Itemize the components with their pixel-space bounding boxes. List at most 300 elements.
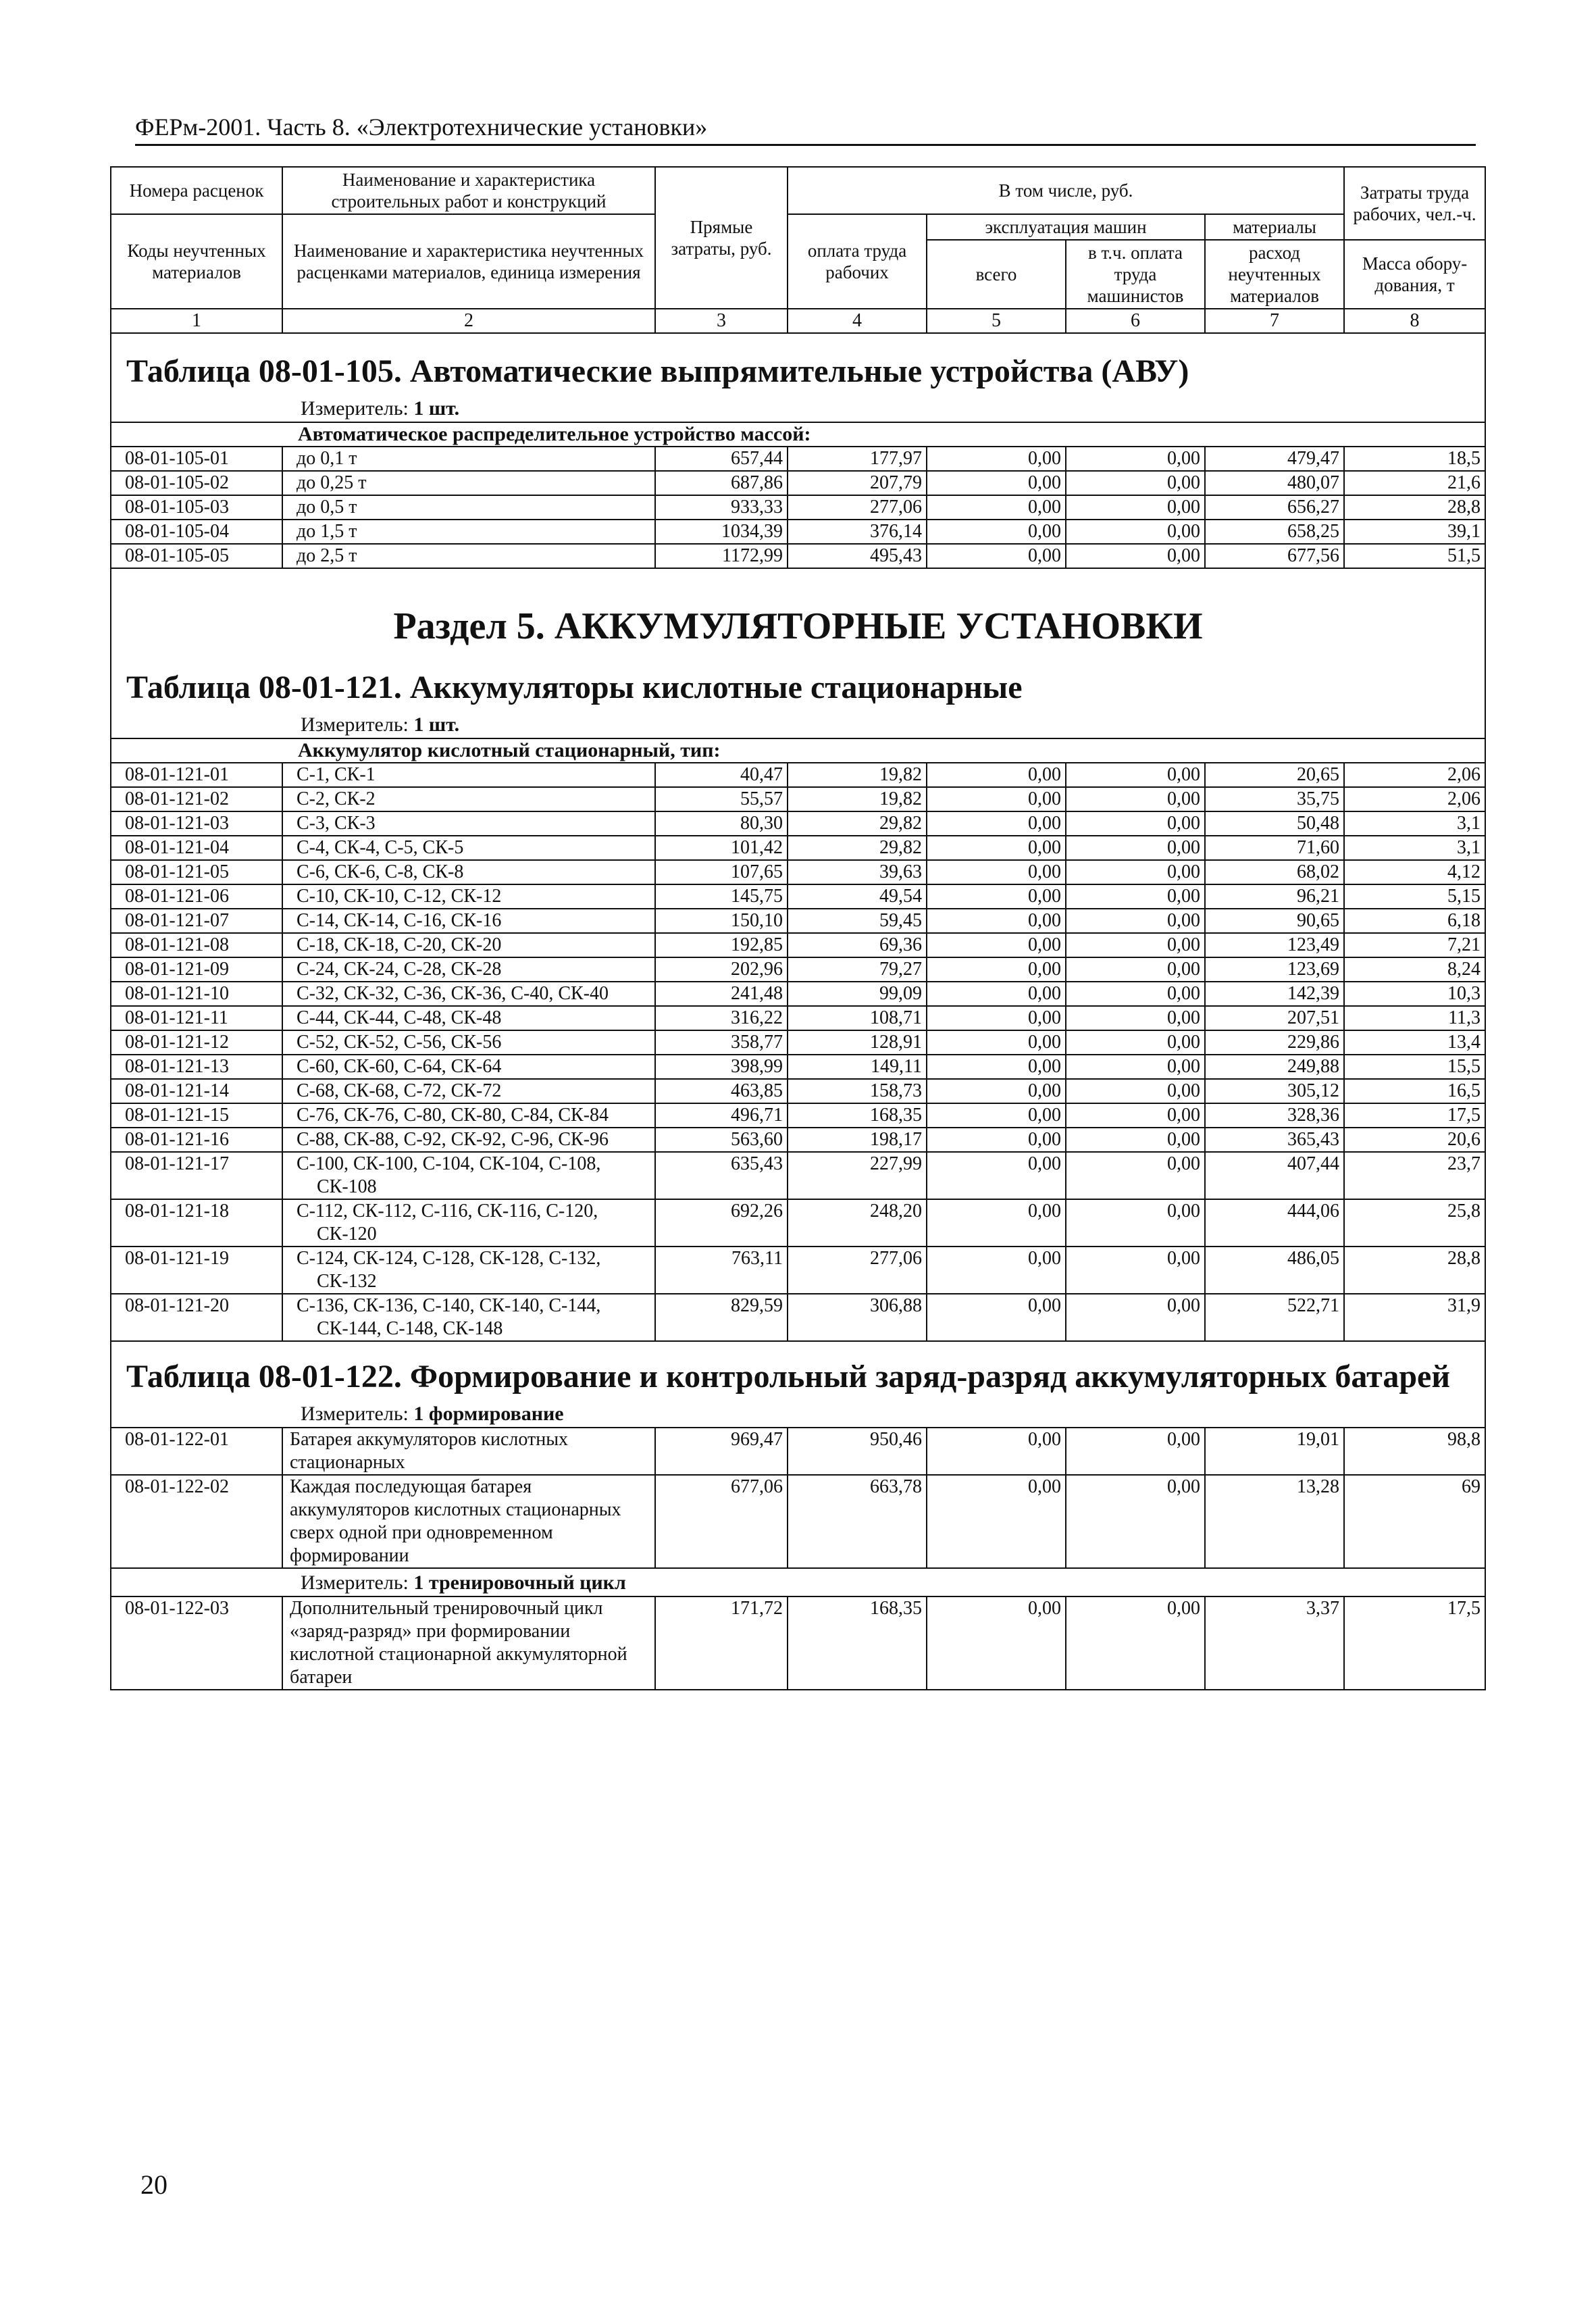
machinists-pay-value: 0,00 [1066,1103,1205,1128]
machinists-pay-value: 0,00 [1066,1152,1205,1199]
materials-value: 13,28 [1205,1475,1344,1568]
direct-costs-value: 171,72 [655,1596,788,1690]
table-row [111,544,1485,568]
labor-pay-value: 198,17 [788,1128,927,1152]
table-121-meter-row [111,711,1485,738]
rate-code: 08-01-121-16 [111,1128,282,1152]
col-head-labor-pay: оплата труда рабочих [788,214,927,309]
machinists-pay-value: 0,00 [1066,811,1205,836]
materials-value: 20,65 [1205,763,1344,787]
rate-code: 08-01-105-02 [111,471,282,495]
machinists-pay-value: 0,00 [1066,447,1205,471]
labor-pay-value: 168,35 [788,1103,927,1128]
direct-costs-value: 677,06 [655,1475,788,1568]
direct-costs-value: 496,71 [655,1103,788,1128]
machinists-pay-value: 0,00 [1066,909,1205,933]
materials-value: 68,02 [1205,860,1344,884]
table-row [111,836,1485,860]
table-row [111,1103,1485,1128]
machines-total-value: 0,00 [927,982,1066,1006]
machines-total-value: 0,00 [927,1128,1066,1152]
machines-total-value: 0,00 [927,933,1066,957]
machinists-pay-value: 0,00 [1066,1079,1205,1103]
spacer-row [111,1341,1485,1358]
direct-costs-value: 192,85 [655,933,788,957]
labor-pay-value: 19,82 [788,763,927,787]
labor-hours-value: 7,21 [1344,933,1485,957]
rates-table [110,166,1486,1690]
rate-name: С-88, СК-88, С-92, СК-92, С-96, СК-96 [282,1128,655,1152]
rate-code: 08-01-121-02 [111,787,282,811]
machines-total-value: 0,00 [927,1428,1066,1475]
rate-name: до 1,5 т [282,520,655,544]
machines-total-value: 0,00 [927,1103,1066,1128]
labor-hours-value: 16,5 [1344,1079,1485,1103]
rate-name: С-124, СК-124, С-128, СК-128, С-132, СК-132 [282,1247,655,1294]
table-122-meter2-row [111,1568,1485,1596]
labor-hours-value: 2,06 [1344,787,1485,811]
materials-value: 658,25 [1205,520,1344,544]
materials-value: 305,12 [1205,1079,1344,1103]
table-row [111,982,1485,1006]
rate-code: 08-01-121-04 [111,836,282,860]
table-row [111,933,1485,957]
direct-costs-value: 55,57 [655,787,788,811]
materials-value: 522,71 [1205,1294,1344,1341]
machines-total-value: 0,00 [927,884,1066,909]
machinists-pay-value: 0,00 [1066,957,1205,982]
rate-code: 08-01-121-19 [111,1247,282,1294]
labor-hours-value: 13,4 [1344,1030,1485,1055]
machines-total-value: 0,00 [927,1596,1066,1690]
rate-name: С-1, СК-1 [282,763,655,787]
table-105-subheading-row [111,422,1485,447]
rate-name: Каждая последующая батарея аккумуляторов кислотных стационарных сверх одной при одновременном формировании [282,1475,655,1568]
rate-code: 08-01-121-06 [111,884,282,909]
machinists-pay-value: 0,00 [1066,884,1205,909]
machines-total-value: 0,00 [927,1079,1066,1103]
col-head-direct-costs: Прямые затраты, руб. [655,167,788,309]
meter-label: Измеритель: [301,713,409,736]
direct-costs-value: 150,10 [655,909,788,933]
rate-code: 08-01-105-03 [111,495,282,520]
materials-value: 90,65 [1205,909,1344,933]
col-number: 5 [927,309,1066,333]
meter-label: Измеритель: [301,1403,409,1425]
labor-pay-value: 69,36 [788,933,927,957]
col-head-mass: Масса обору-дования, т [1344,240,1485,309]
machinists-pay-value: 0,00 [1066,1596,1205,1690]
table-row [111,1055,1485,1079]
table-row [111,1152,1485,1199]
materials-value: 123,49 [1205,933,1344,957]
col-number: 7 [1205,309,1344,333]
materials-value: 19,01 [1205,1428,1344,1475]
labor-hours-value: 15,5 [1344,1055,1485,1079]
machines-total-value: 0,00 [927,787,1066,811]
materials-value: 677,56 [1205,544,1344,568]
machines-total-value: 0,00 [927,544,1066,568]
document-header: ФЕРм-2001. Часть 8. «Электротехнические установки» [135,111,1476,146]
meter-value: 1 шт. [413,397,460,420]
machinists-pay-value: 0,00 [1066,860,1205,884]
labor-pay-value: 99,09 [788,982,927,1006]
machinists-pay-value: 0,00 [1066,1128,1205,1152]
materials-value: 3,37 [1205,1596,1344,1690]
labor-pay-value: 29,82 [788,811,927,836]
materials-value: 479,47 [1205,447,1344,471]
labor-hours-value: 39,1 [1344,520,1485,544]
machines-total-value: 0,00 [927,1475,1066,1568]
table-121-title-row [111,669,1485,711]
direct-costs-value: 202,96 [655,957,788,982]
table-105-title: Таблица 08-01-105. Автоматические выпрямительные устройства (АВУ) [111,333,1485,395]
rate-name: Дополнительный тренировочный цикл «заряд-разряд» при формировании кислотной стационарной аккумуляторной батареи [282,1596,655,1690]
labor-hours-value: 17,5 [1344,1103,1485,1128]
meter-value: 1 формирование [413,1403,564,1425]
table-122-meter-row [111,1400,1485,1428]
table-row [111,763,1485,787]
table-105-subheading: Автоматическое распределительное устройство массой: [111,422,1485,447]
rate-name: до 0,5 т [282,495,655,520]
materials-value: 365,43 [1205,1128,1344,1152]
direct-costs-value: 969,47 [655,1428,788,1475]
labor-pay-value: 495,43 [788,544,927,568]
table-row [111,520,1485,544]
page-number: 20 [140,2169,168,2200]
labor-pay-value: 59,45 [788,909,927,933]
meter-value: 1 шт. [413,713,460,736]
col-number: 8 [1344,309,1485,333]
rate-name: С-4, СК-4, С-5, СК-5 [282,836,655,860]
materials-value: 407,44 [1205,1152,1344,1199]
table-row [111,1199,1485,1247]
labor-hours-value: 17,5 [1344,1596,1485,1690]
rate-name: С-100, СК-100, С-104, СК-104, С-108, СК-108 [282,1152,655,1199]
rate-name: С-32, СК-32, С-36, СК-36, С-40, СК-40 [282,982,655,1006]
labor-hours-value: 4,12 [1344,860,1485,884]
rate-name: до 2,5 т [282,544,655,568]
labor-pay-value: 177,97 [788,447,927,471]
direct-costs-value: 358,77 [655,1030,788,1055]
machinists-pay-value: 0,00 [1066,982,1205,1006]
labor-hours-value: 3,1 [1344,836,1485,860]
labor-pay-value: 29,82 [788,836,927,860]
rate-code: 08-01-121-09 [111,957,282,982]
meter-label: Измеритель: [301,397,409,420]
labor-hours-value: 28,8 [1344,495,1485,520]
labor-hours-value: 6,18 [1344,909,1485,933]
table-row [111,1030,1485,1055]
table-row [111,495,1485,520]
direct-costs-value: 563,60 [655,1128,788,1152]
rate-code: 08-01-121-11 [111,1006,282,1030]
machinists-pay-value: 0,00 [1066,520,1205,544]
machines-total-value: 0,00 [927,957,1066,982]
section-5-title: Раздел 5. АККУМУЛЯТОРНЫЕ УСТАНОВКИ [111,568,1485,669]
labor-hours-value: 18,5 [1344,447,1485,471]
labor-hours-value: 23,7 [1344,1152,1485,1199]
materials-value: 35,75 [1205,787,1344,811]
labor-pay-value: 108,71 [788,1006,927,1030]
labor-pay-value: 149,11 [788,1055,927,1079]
labor-pay-value: 248,20 [788,1199,927,1247]
col-head-total: всего [927,240,1066,309]
machinists-pay-value: 0,00 [1066,763,1205,787]
table-row [111,471,1485,495]
labor-pay-value: 207,79 [788,471,927,495]
table-row [111,1596,1485,1690]
direct-costs-value: 1172,99 [655,544,788,568]
machines-total-value: 0,00 [927,1006,1066,1030]
machinists-pay-value: 0,00 [1066,1475,1205,1568]
machinists-pay-value: 0,00 [1066,1030,1205,1055]
machines-total-value: 0,00 [927,520,1066,544]
table-row [111,1428,1485,1475]
labor-hours-value: 31,9 [1344,1294,1485,1341]
machinists-pay-value: 0,00 [1066,1006,1205,1030]
direct-costs-value: 316,22 [655,1006,788,1030]
labor-pay-value: 79,27 [788,957,927,982]
labor-pay-value: 950,46 [788,1428,927,1475]
machinists-pay-value: 0,00 [1066,1428,1205,1475]
table-row [111,787,1485,811]
table-row [111,1006,1485,1030]
direct-costs-value: 635,43 [655,1152,788,1199]
labor-hours-value: 11,3 [1344,1006,1485,1030]
labor-pay-value: 663,78 [788,1475,927,1568]
labor-hours-value: 10,3 [1344,982,1485,1006]
col-head-machines: эксплуатация машин [927,214,1205,240]
rate-name: С-18, СК-18, С-20, СК-20 [282,933,655,957]
rate-name: С-3, СК-3 [282,811,655,836]
machinists-pay-value: 0,00 [1066,787,1205,811]
table-122-meter [111,1400,1485,1428]
rate-code: 08-01-121-13 [111,1055,282,1079]
header-row-2 [111,214,1485,240]
col-number: 6 [1066,309,1205,333]
rate-name: С-112, СК-112, С-116, СК-116, С-120, СК-120 [282,1199,655,1247]
machinists-pay-value: 0,00 [1066,1294,1205,1341]
rate-code: 08-01-121-20 [111,1294,282,1341]
rate-name: С-14, СК-14, С-16, СК-16 [282,909,655,933]
meter-value: 1 тренировочный цикл [413,1571,626,1594]
rate-name: С-136, СК-136, С-140, СК-140, С-144, СК-144, С-148, СК-148 [282,1294,655,1341]
rate-name: С-44, СК-44, С-48, СК-48 [282,1006,655,1030]
direct-costs-value: 463,85 [655,1079,788,1103]
machinists-pay-value: 0,00 [1066,544,1205,568]
col-head-codes: Номера расценок [111,167,282,214]
col-head-material-codes: Коды неучтенных материалов [111,214,282,309]
direct-costs-value: 145,75 [655,884,788,909]
col-number: 4 [788,309,927,333]
labor-pay-value: 277,06 [788,1247,927,1294]
table-body [111,333,1485,1690]
rate-name: С-6, СК-6, С-8, СК-8 [282,860,655,884]
machinists-pay-value: 0,00 [1066,1055,1205,1079]
machinists-pay-value: 0,00 [1066,471,1205,495]
labor-hours-value: 69 [1344,1475,1485,1568]
labor-hours-value: 5,15 [1344,884,1485,909]
materials-value: 142,39 [1205,982,1344,1006]
table-row [111,1079,1485,1103]
machines-total-value: 0,00 [927,1247,1066,1294]
labor-hours-value: 20,6 [1344,1128,1485,1152]
materials-value: 229,86 [1205,1030,1344,1055]
machines-total-value: 0,00 [927,1294,1066,1341]
machines-total-value: 0,00 [927,909,1066,933]
materials-value: 50,48 [1205,811,1344,836]
direct-costs-value: 687,86 [655,471,788,495]
materials-value: 96,21 [1205,884,1344,909]
machines-total-value: 0,00 [927,763,1066,787]
machines-total-value: 0,00 [927,836,1066,860]
table-105-meter [111,395,1485,422]
rate-code: 08-01-122-02 [111,1475,282,1568]
rate-name: С-24, СК-24, С-28, СК-28 [282,957,655,982]
col-head-name: Наименование и характеристика строительных работ и конструкций [282,167,655,214]
rate-code: 08-01-121-10 [111,982,282,1006]
meter-label: Измеритель: [301,1571,409,1594]
labor-pay-value: 168,35 [788,1596,927,1690]
labor-pay-value: 158,73 [788,1079,927,1103]
labor-hours-value: 21,6 [1344,471,1485,495]
table-row [111,909,1485,933]
rate-name: С-52, СК-52, С-56, СК-56 [282,1030,655,1055]
materials-value: 207,51 [1205,1006,1344,1030]
rate-code: 08-01-121-12 [111,1030,282,1055]
table-row [111,884,1485,909]
rate-name: до 0,1 т [282,447,655,471]
labor-pay-value: 128,91 [788,1030,927,1055]
section-5-row [111,568,1485,669]
machines-total-value: 0,00 [927,811,1066,836]
labor-pay-value: 306,88 [788,1294,927,1341]
materials-value: 486,05 [1205,1247,1344,1294]
rate-code: 08-01-121-18 [111,1199,282,1247]
machinists-pay-value: 0,00 [1066,1247,1205,1294]
table-row [111,1128,1485,1152]
rate-name: до 0,25 т [282,471,655,495]
labor-hours-value: 98,8 [1344,1428,1485,1475]
direct-costs-value: 80,30 [655,811,788,836]
table-row [111,860,1485,884]
direct-costs-value: 763,11 [655,1247,788,1294]
machines-total-value: 0,00 [927,860,1066,884]
table-row [111,1475,1485,1568]
rate-code: 08-01-121-07 [111,909,282,933]
col-head-machinists: в т.ч. оплата труда машинистов [1066,240,1205,309]
rate-code: 08-01-121-17 [111,1152,282,1199]
direct-costs-value: 398,99 [655,1055,788,1079]
rate-code: 08-01-121-15 [111,1103,282,1128]
machines-total-value: 0,00 [927,447,1066,471]
machines-total-value: 0,00 [927,1152,1066,1199]
direct-costs-value: 933,33 [655,495,788,520]
materials-value: 444,06 [1205,1199,1344,1247]
col-number: 2 [282,309,655,333]
machinists-pay-value: 0,00 [1066,1199,1205,1247]
rate-code: 08-01-121-14 [111,1079,282,1103]
table-121-meter [111,711,1485,738]
direct-costs-value: 241,48 [655,982,788,1006]
labor-hours-value: 25,8 [1344,1199,1485,1247]
machinists-pay-value: 0,00 [1066,933,1205,957]
rate-code: 08-01-105-04 [111,520,282,544]
table-row [111,447,1485,471]
direct-costs-value: 1034,39 [655,520,788,544]
rate-code: 08-01-122-01 [111,1428,282,1475]
table-122-meter2 [111,1568,1485,1596]
machines-total-value: 0,00 [927,1030,1066,1055]
materials-value: 480,07 [1205,471,1344,495]
column-numbers-row [111,309,1485,333]
table-121-title: Таблица 08-01-121. Аккумуляторы кислотные стационарные [111,669,1485,711]
rate-code: 08-01-105-05 [111,544,282,568]
table-122-title: Таблица 08-01-122. Формирование и контрольный заряд-разряд аккумуляторных батарей [111,1358,1485,1400]
machinists-pay-value: 0,00 [1066,836,1205,860]
labor-pay-value: 277,06 [788,495,927,520]
table-row [111,1247,1485,1294]
materials-value: 123,69 [1205,957,1344,982]
machinists-pay-value: 0,00 [1066,495,1205,520]
labor-pay-value: 19,82 [788,787,927,811]
table-row [111,1294,1485,1341]
direct-costs-value: 692,26 [655,1199,788,1247]
rate-name: С-68, СК-68, С-72, СК-72 [282,1079,655,1103]
direct-costs-value: 107,65 [655,860,788,884]
rate-code: 08-01-105-01 [111,447,282,471]
rate-code: 08-01-121-01 [111,763,282,787]
labor-hours-value: 51,5 [1344,544,1485,568]
table-121-subheading-row [111,738,1485,763]
table-row [111,957,1485,982]
rate-name: С-10, СК-10, С-12, СК-12 [282,884,655,909]
col-head-unaccounted: расход неучтенных материалов [1205,240,1344,309]
table-105-title-row [111,333,1485,395]
labor-pay-value: 376,14 [788,520,927,544]
machines-total-value: 0,00 [927,471,1066,495]
col-number: 1 [111,309,282,333]
col-head-material-names: Наименование и характеристика неучтенных расценками материалов, единица измерения [282,214,655,309]
col-head-including: В том числе, руб. [788,167,1344,214]
labor-hours-value: 3,1 [1344,811,1485,836]
direct-costs-value: 657,44 [655,447,788,471]
labor-hours-value: 2,06 [1344,763,1485,787]
rate-code: 08-01-121-08 [111,933,282,957]
materials-value: 656,27 [1205,495,1344,520]
table-121-subheading: Аккумулятор кислотный стационарный, тип: [111,738,1485,763]
col-head-materials: материалы [1205,214,1344,240]
direct-costs-value: 101,42 [655,836,788,860]
materials-value: 328,36 [1205,1103,1344,1128]
col-number: 3 [655,309,788,333]
direct-costs-value: 829,59 [655,1294,788,1341]
rate-code: 08-01-122-03 [111,1596,282,1690]
labor-hours-value: 8,24 [1344,957,1485,982]
materials-value: 249,88 [1205,1055,1344,1079]
labor-pay-value: 49,54 [788,884,927,909]
col-head-labor: Затраты труда рабочих, чел.-ч. [1344,167,1485,240]
table-105-meter-row [111,395,1485,422]
table-row [111,811,1485,836]
labor-pay-value: 227,99 [788,1152,927,1199]
materials-value: 71,60 [1205,836,1344,860]
labor-pay-value: 39,63 [788,860,927,884]
rate-name: С-76, СК-76, С-80, СК-80, С-84, СК-84 [282,1103,655,1128]
rate-name: С-60, СК-60, С-64, СК-64 [282,1055,655,1079]
direct-costs-value: 40,47 [655,763,788,787]
